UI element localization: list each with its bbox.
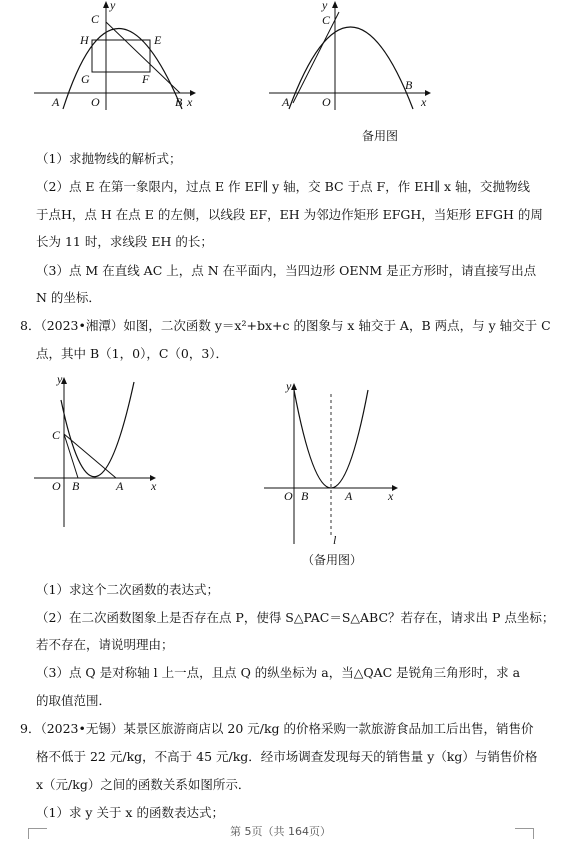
label-a: A: [282, 95, 290, 109]
label-y: y: [286, 379, 292, 393]
label-a: A: [345, 489, 353, 503]
segment-ac: [293, 12, 339, 103]
label-e: E: [154, 33, 162, 47]
text-line: 若不存在，请说明理由；: [36, 637, 174, 652]
label-a: A: [52, 95, 60, 109]
label-o: O: [284, 489, 293, 503]
text-line: 格不低于 22 元/kg，不高于 45 元/kg．经市场调查发现每天的销售量 y（kg）与销售价格: [36, 749, 538, 764]
label-x: x: [187, 95, 193, 109]
label-o: O: [322, 95, 331, 109]
label-x: x: [388, 489, 394, 503]
figure-spare-top: [265, 0, 440, 112]
label-a: A: [116, 479, 124, 493]
label-y: y: [322, 0, 328, 12]
parabola: [289, 27, 413, 109]
text-line: x（元/kg）之间的函数关系如图所示．: [36, 777, 251, 792]
label-c: C: [322, 13, 331, 27]
segment-ca: [64, 434, 116, 478]
label-b: B: [175, 95, 183, 109]
question-9-line: 9．（2023•无锡）某景区旅游商店以 20 元/kg 的价格采购一款旅游食品加工后出售，销售价: [20, 721, 534, 736]
label-b: B: [405, 78, 413, 92]
figure-spare-q8: [258, 376, 408, 546]
text-line: N 的坐标．: [36, 290, 101, 305]
caption-spare-figure: 备用图: [362, 129, 399, 143]
text-line: （1）求抛物线的解析式；: [36, 151, 182, 166]
label-y: y: [110, 0, 116, 12]
label-l: l: [333, 533, 337, 546]
text-line: （2）点 E 在第一象限内，过点 E 作 EF∥ y 轴，交 BC 于点 F，作 EH∥ x 轴，交抛物线: [36, 179, 530, 194]
figure-quadratic-q8: [28, 372, 168, 532]
text-line: 长为 11 时，求线段 EH 的长；: [36, 234, 213, 249]
caption-spare-figure-q8: （备用图）: [302, 553, 363, 567]
y-axis-arrow: [332, 1, 338, 8]
text-line: （2）在二次函数图象上是否存在点 P，使得 S△PAC＝S△ABC？若存在，请求出 P 点坐标；: [36, 610, 555, 625]
y-axis-arrow: [291, 383, 297, 390]
label-o: O: [91, 95, 100, 109]
text-line: 的取值范围．: [36, 693, 112, 708]
label-f: F: [142, 72, 150, 86]
text-line: （3）点 Q 是对称轴 l 上一点，且点 Q 的纵坐标为 a，当△QAC 是锐角三角形时，求 a: [36, 665, 521, 680]
text-line: （1）求 y 关于 x 的函数表达式；: [36, 805, 224, 820]
label-x: x: [151, 479, 157, 493]
page-footer: 第 5页（共 164页）: [230, 825, 331, 838]
label-b: B: [72, 479, 80, 493]
text-line: 点，其中 B（1，0），C（0，3）．: [36, 346, 229, 361]
y-axis-arrow: [103, 1, 109, 8]
label-c: C: [91, 12, 100, 26]
text-line: 于点H，点 H 在点 E 的左侧，以线段 EF，EH 为邻边作矩形 EFGH，当矩形 EFGH 的周: [36, 207, 543, 222]
question-8-line: 8．（2023•湘潭）如图，二次函数 y＝x²+bx+c 的图象与 x 轴交于 A，B 两点，与 y 轴交于 C: [20, 318, 551, 333]
label-o: O: [52, 479, 61, 493]
label-c: C: [52, 428, 61, 442]
text-line: （3）点 M 在直线 AC 上，点 N 在平面内，当四边形 OENM 是正方形时，请直接写出点: [36, 263, 537, 278]
label-g: G: [81, 72, 90, 86]
label-y: y: [57, 372, 63, 386]
label-h: H: [80, 33, 89, 47]
figure-rectangle-efgh: [30, 0, 205, 112]
label-x: x: [421, 95, 427, 109]
text-line: （1）求这个二次函数的表达式；: [36, 582, 219, 597]
label-b: B: [301, 489, 309, 503]
